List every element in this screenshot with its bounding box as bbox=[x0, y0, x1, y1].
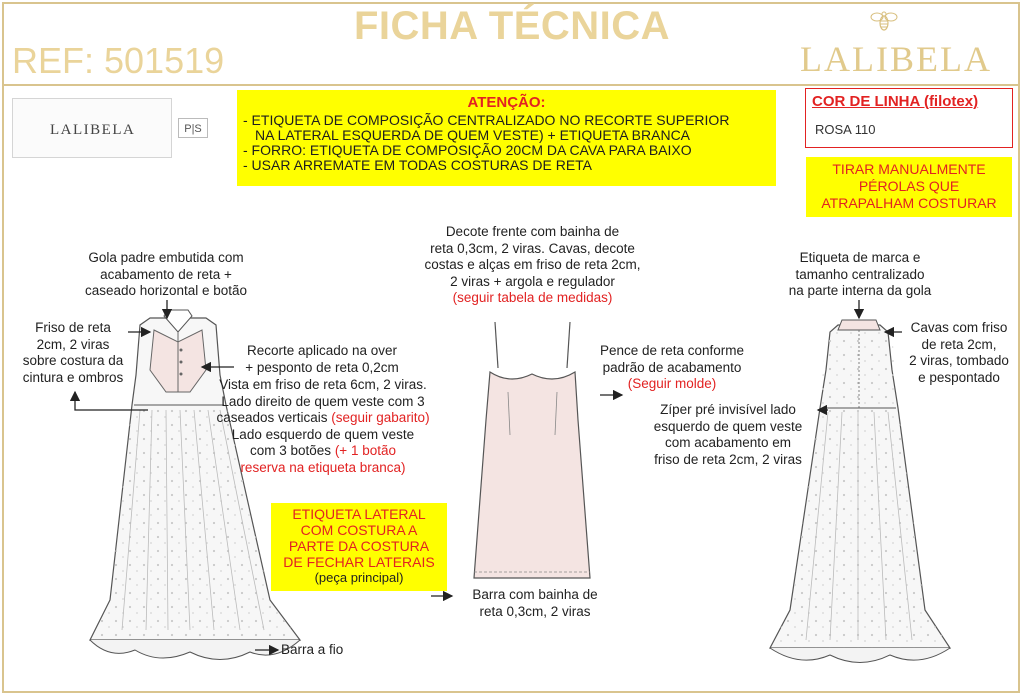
thread-color-title: COR DE LINHA (filotex) bbox=[812, 93, 979, 110]
note-line: Zíper pré invisível lado bbox=[660, 402, 796, 417]
attention-line: - FORRO: ETIQUETA DE COMPOSIÇÃO 20CM DA CAVA PARA BAIXO bbox=[243, 142, 692, 158]
note-line-red: (seguir gabarito) bbox=[331, 410, 430, 425]
thread-color-value: ROSA 110 bbox=[815, 122, 876, 137]
collar-note bbox=[66, 250, 266, 300]
zipper-note bbox=[638, 402, 818, 468]
note-line: de reta 2cm, bbox=[921, 336, 997, 352]
note-line: Decote frente com bainha de bbox=[445, 224, 620, 239]
note-line: reta 0,3cm, 2 viras. Cavas, decote bbox=[430, 240, 635, 256]
label-brand-text: LALIBELA bbox=[50, 122, 136, 138]
note-line-red: (seguir tabela de medidas) bbox=[452, 290, 613, 305]
note-line: esquerdo de quem veste bbox=[653, 418, 803, 434]
page-title: FICHA TÉCNICA bbox=[353, 4, 671, 48]
note-line: (peça principal) bbox=[314, 570, 404, 585]
note-line: na parte interna da gola bbox=[788, 283, 932, 298]
note-line: padrão de acabamento bbox=[602, 359, 742, 375]
note-line: Vista em friso de reta 6cm, 2 viras. bbox=[219, 377, 427, 392]
note-line-red: (Seguir molde) bbox=[627, 376, 717, 391]
neckline-note bbox=[400, 224, 665, 307]
note-line: Etiqueta de marca e bbox=[799, 250, 921, 265]
note-line: 2 viras, tombado bbox=[909, 353, 1009, 368]
hem-front-note: Barra a fio bbox=[281, 642, 344, 657]
brand-label-note bbox=[770, 250, 950, 300]
lining-hem-note bbox=[455, 587, 615, 620]
note-line: Barra com bainha de bbox=[472, 587, 598, 602]
note-line: DE FECHAR LATERAIS bbox=[283, 554, 435, 570]
note-line: acabamento de reta + bbox=[100, 266, 232, 282]
attention-line: NA LATERAL ESQUERDA DE QUEM VESTE) + ETIQUETA BRANCA bbox=[255, 127, 691, 143]
note-line: sobre costura da bbox=[22, 353, 124, 368]
note-line: caseado horizontal e botão bbox=[84, 283, 248, 298]
note-line: Recorte aplicado na over bbox=[246, 343, 398, 358]
note-line-red: reserva na etiqueta branca) bbox=[240, 459, 406, 475]
note-line: e pespontado bbox=[918, 369, 1000, 385]
note-line: com 3 botões bbox=[250, 443, 332, 458]
note-line: PARTE DA COSTURA bbox=[288, 538, 430, 554]
note-line: + pesponto de reta 0,2cm bbox=[245, 359, 399, 375]
brand-logo: LALIBELA bbox=[800, 39, 992, 79]
note-line: costas e alças em friso de reta 2cm, bbox=[424, 257, 641, 272]
note-line: Cavas com friso bbox=[910, 320, 1008, 335]
note-line: friso de reta 2cm, 2 viras bbox=[654, 451, 802, 467]
note-line: ETIQUETA LATERAL bbox=[292, 506, 426, 522]
attention-line: - ETIQUETA DE COMPOSIÇÃO CENTRALIZADO NO RECORTE SUPERIOR bbox=[243, 112, 730, 128]
attention-line: - USAR ARREMATE EM TODAS COSTURAS DE RETA bbox=[243, 157, 593, 173]
note-line: Friso de reta bbox=[35, 320, 111, 335]
note-line: Lado esquerdo de quem veste bbox=[231, 426, 415, 442]
pearls-line: PÉROLAS QUE bbox=[858, 178, 960, 194]
note-line: COM COSTURA A bbox=[300, 522, 418, 538]
note-line: 2 viras + argola e regulador bbox=[450, 273, 615, 289]
armholes-note bbox=[900, 320, 1018, 386]
note-line: Pence de reta conforme bbox=[599, 343, 745, 358]
recorte-note bbox=[222, 343, 422, 376]
side-label-note bbox=[271, 503, 447, 591]
pearls-line: ATRAPALHAM COSTURAR bbox=[821, 195, 997, 211]
note-line-red: (+ 1 botão bbox=[334, 443, 396, 458]
note-line: Gola padre embutida com bbox=[88, 250, 244, 265]
note-line: Lado direito de quem veste com 3 bbox=[221, 393, 425, 409]
reference-code: REF: 501519 bbox=[12, 40, 225, 81]
pearls-line: TIRAR MANUALMENTE bbox=[832, 161, 986, 177]
note-line: com acabamento em bbox=[664, 435, 792, 450]
note-line: cintura e ombros bbox=[22, 369, 124, 385]
attention-title: ATENÇÃO: bbox=[467, 94, 546, 111]
pence-note bbox=[582, 343, 762, 393]
note-line: tamanho centralizado bbox=[795, 266, 925, 282]
lining-slip-drawing bbox=[474, 322, 590, 578]
note-line: caseados verticais bbox=[216, 410, 328, 425]
vista-note bbox=[198, 377, 448, 476]
note-line: 2cm, 2 viras bbox=[36, 336, 110, 352]
note-line: reta 0,3cm, 2 viras bbox=[479, 603, 591, 619]
friso-note bbox=[18, 320, 128, 386]
label-size-tag: P|S bbox=[178, 118, 208, 138]
